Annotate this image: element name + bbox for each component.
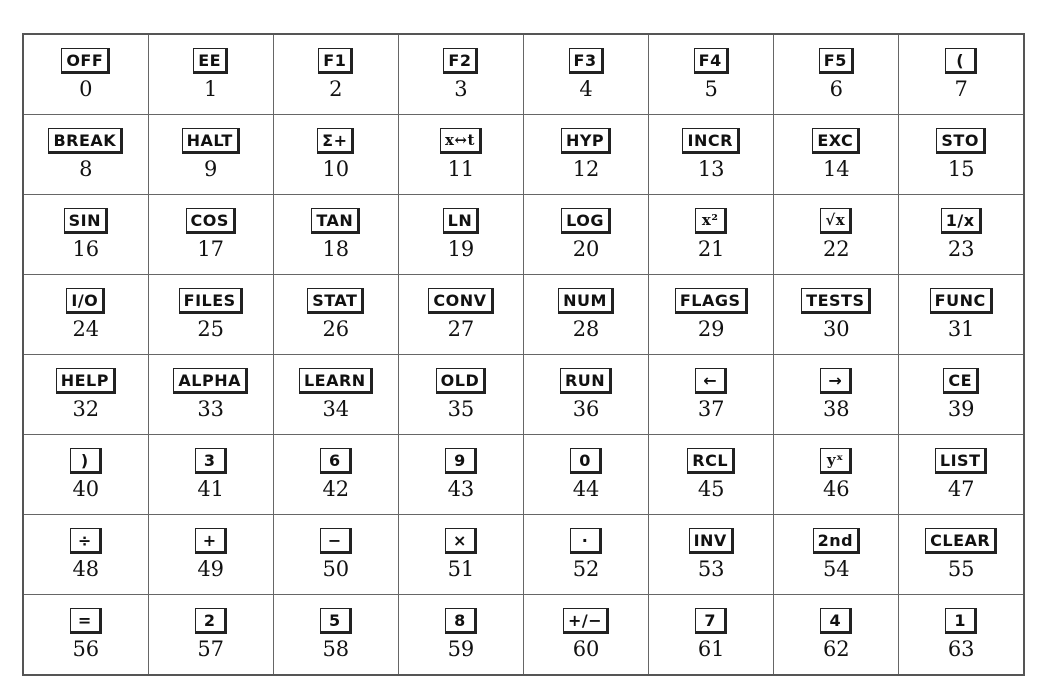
- key-code: 50: [322, 557, 350, 581]
- key-code: 62: [822, 637, 850, 661]
- key-cell: [273, 34, 398, 115]
- key-label: NUM: [558, 288, 614, 314]
- key-label: HALT: [182, 128, 240, 154]
- key-cell: [899, 355, 1024, 435]
- key-cell: [398, 195, 523, 275]
- key-cell-content: [774, 48, 898, 101]
- key-label: 9: [445, 448, 477, 474]
- key-cell: [398, 355, 523, 435]
- key-cell-content: [24, 128, 148, 181]
- key-cell-content: [399, 608, 523, 661]
- key-label: SIN: [64, 208, 108, 234]
- key-cell-content: [899, 528, 1023, 581]
- key-code: 47: [947, 477, 975, 501]
- key-cell: [649, 275, 774, 355]
- key-label: x↔t: [440, 128, 482, 154]
- key-cell: [774, 595, 899, 676]
- key-label: INV: [689, 528, 734, 554]
- key-label: LIST: [935, 448, 988, 474]
- key-cell-content: [649, 448, 773, 501]
- key-code: 63: [947, 637, 975, 661]
- key-label: RCL: [687, 448, 735, 474]
- key-cell-content: [524, 368, 648, 421]
- key-cell: [148, 195, 273, 275]
- key-cell-content: [149, 448, 273, 501]
- key-code: 13: [697, 157, 725, 181]
- key-cell-content: [899, 448, 1023, 501]
- key-cell: [398, 275, 523, 355]
- key-cell: [398, 595, 523, 676]
- key-code: 16: [72, 237, 100, 261]
- key-cell: [23, 355, 148, 435]
- key-code: 43: [447, 477, 475, 501]
- key-label: 0: [570, 448, 602, 474]
- key-label: yˣ: [820, 448, 852, 474]
- key-cell: [23, 595, 148, 676]
- key-cell: [899, 115, 1024, 195]
- key-label: RUN: [560, 368, 612, 394]
- key-cell-content: [149, 48, 273, 101]
- key-cell-content: [399, 368, 523, 421]
- key-code: 12: [572, 157, 600, 181]
- table-row: [23, 515, 1024, 595]
- key-cell: [23, 34, 148, 115]
- key-label: 3: [195, 448, 227, 474]
- key-label: TAN: [311, 208, 360, 234]
- key-code: 46: [822, 477, 850, 501]
- key-cell: [398, 115, 523, 195]
- key-cell: [273, 115, 398, 195]
- key-label: TESTS: [801, 288, 871, 314]
- key-code: 6: [829, 77, 843, 101]
- key-code: 55: [947, 557, 975, 581]
- key-label: BREAK: [48, 128, 123, 154]
- key-label: 4: [820, 608, 852, 634]
- key-label: LEARN: [299, 368, 373, 394]
- key-cell: [774, 355, 899, 435]
- key-cell: [148, 115, 273, 195]
- key-cell: [649, 195, 774, 275]
- key-code: 0: [79, 77, 93, 101]
- key-label: F2: [443, 48, 478, 74]
- key-code: 25: [197, 317, 225, 341]
- key-cell: [774, 275, 899, 355]
- key-label: 5: [320, 608, 352, 634]
- key-label: +: [195, 528, 227, 554]
- key-label: ·: [570, 528, 602, 554]
- key-cell-content: [149, 128, 273, 181]
- key-cell-content: [649, 48, 773, 101]
- key-code-table: [22, 33, 1025, 676]
- key-code: 1: [204, 77, 218, 101]
- key-label: −: [320, 528, 352, 554]
- key-cell: [649, 34, 774, 115]
- key-label: EXC: [812, 128, 860, 154]
- key-cell: [899, 195, 1024, 275]
- key-cell-content: [274, 48, 398, 101]
- key-cell-content: [149, 288, 273, 341]
- key-cell: [273, 515, 398, 595]
- key-code: 41: [197, 477, 225, 501]
- key-cell: [273, 355, 398, 435]
- key-cell-content: [524, 288, 648, 341]
- table-row: [23, 34, 1024, 115]
- key-cell: [524, 435, 649, 515]
- key-cell-content: [899, 128, 1023, 181]
- key-code: 56: [72, 637, 100, 661]
- key-label: →: [820, 368, 852, 394]
- key-cell: [524, 275, 649, 355]
- key-code: 8: [79, 157, 93, 181]
- key-cell-content: [899, 208, 1023, 261]
- key-cell: [148, 275, 273, 355]
- key-label: LN: [443, 208, 480, 234]
- key-code: 36: [572, 397, 600, 421]
- key-label: F1: [318, 48, 353, 74]
- key-code: 58: [322, 637, 350, 661]
- key-cell-content: [399, 288, 523, 341]
- key-cell: [148, 355, 273, 435]
- key-cell-content: [774, 448, 898, 501]
- key-cell-content: [274, 528, 398, 581]
- key-cell-content: [149, 608, 273, 661]
- key-cell-content: [524, 48, 648, 101]
- key-label: √x: [820, 208, 852, 234]
- key-cell-content: [24, 368, 148, 421]
- key-code: 54: [822, 557, 850, 581]
- key-cell: [148, 435, 273, 515]
- key-code: 5: [704, 77, 718, 101]
- key-cell-content: [399, 528, 523, 581]
- key-label: I/O: [66, 288, 105, 314]
- key-label: HYP: [561, 128, 611, 154]
- key-code: 35: [447, 397, 475, 421]
- key-code: 32: [72, 397, 100, 421]
- key-cell-content: [774, 608, 898, 661]
- key-code: 51: [447, 557, 475, 581]
- key-cell-content: [649, 608, 773, 661]
- key-cell: [273, 435, 398, 515]
- key-cell: [899, 515, 1024, 595]
- key-label: =: [70, 608, 102, 634]
- key-cell: [273, 595, 398, 676]
- key-cell: [524, 595, 649, 676]
- key-label: HELP: [56, 368, 116, 394]
- key-code: 14: [822, 157, 850, 181]
- key-code: 4: [579, 77, 593, 101]
- key-code: 26: [322, 317, 350, 341]
- key-cell-content: [524, 448, 648, 501]
- key-code: 38: [822, 397, 850, 421]
- key-cell-content: [399, 48, 523, 101]
- key-cell-content: [274, 208, 398, 261]
- key-cell: [148, 34, 273, 115]
- key-code: 19: [447, 237, 475, 261]
- key-cell: [774, 195, 899, 275]
- key-label: F3: [569, 48, 604, 74]
- key-cell-content: [524, 608, 648, 661]
- key-code: 20: [572, 237, 600, 261]
- key-cell: [148, 595, 273, 676]
- key-label: COS: [186, 208, 236, 234]
- key-code: 42: [322, 477, 350, 501]
- key-label: (: [945, 48, 977, 74]
- key-cell: [899, 275, 1024, 355]
- key-cell-content: [649, 208, 773, 261]
- key-code: 61: [697, 637, 725, 661]
- key-cell-content: [274, 368, 398, 421]
- key-label: CE: [943, 368, 979, 394]
- key-cell: [524, 195, 649, 275]
- key-cell-content: [649, 288, 773, 341]
- key-cell: [649, 435, 774, 515]
- key-cell-content: [774, 368, 898, 421]
- key-cell-content: [649, 368, 773, 421]
- key-cell: [524, 515, 649, 595]
- key-label: ←: [695, 368, 727, 394]
- key-cell-content: [24, 48, 148, 101]
- key-label: 1/x: [941, 208, 982, 234]
- key-code: 7: [954, 77, 968, 101]
- key-label: FLAGS: [675, 288, 748, 314]
- key-cell: [273, 275, 398, 355]
- key-code: 60: [572, 637, 600, 661]
- key-label: LOG: [561, 208, 611, 234]
- key-cell: [774, 115, 899, 195]
- key-cell: [148, 515, 273, 595]
- key-cell-content: [774, 288, 898, 341]
- key-cell: [649, 595, 774, 676]
- key-cell: [398, 515, 523, 595]
- table-row: [23, 195, 1024, 275]
- key-cell: [899, 595, 1024, 676]
- key-code: 15: [947, 157, 975, 181]
- key-code: 3: [454, 77, 468, 101]
- key-cell-content: [774, 528, 898, 581]
- key-code: 27: [447, 317, 475, 341]
- key-cell: [899, 435, 1024, 515]
- key-cell-content: [24, 288, 148, 341]
- key-label: 8: [445, 608, 477, 634]
- key-label: STO: [936, 128, 986, 154]
- key-code: 10: [322, 157, 350, 181]
- key-label: OFF: [61, 48, 110, 74]
- key-cell-content: [899, 368, 1023, 421]
- key-cell: [774, 34, 899, 115]
- key-label: ALPHA: [173, 368, 248, 394]
- key-cell-content: [399, 208, 523, 261]
- key-cell-content: [899, 608, 1023, 661]
- key-label: x²: [695, 208, 727, 234]
- key-cell-content: [524, 208, 648, 261]
- key-label: OLD: [436, 368, 487, 394]
- key-label: F4: [694, 48, 729, 74]
- key-cell: [524, 115, 649, 195]
- table-row: [23, 275, 1024, 355]
- key-label: CLEAR: [925, 528, 997, 554]
- key-code: 48: [72, 557, 100, 581]
- key-label: FUNC: [930, 288, 993, 314]
- key-label: 2nd: [813, 528, 860, 554]
- key-code: 34: [322, 397, 350, 421]
- key-label: +/−: [563, 608, 609, 634]
- key-code: 18: [322, 237, 350, 261]
- key-code: 2: [329, 77, 343, 101]
- key-code: 9: [204, 157, 218, 181]
- key-label: 6: [320, 448, 352, 474]
- key-cell: [649, 355, 774, 435]
- key-code: 11: [447, 157, 475, 181]
- key-cell: [23, 515, 148, 595]
- key-code: 24: [72, 317, 100, 341]
- key-code: 21: [697, 237, 725, 261]
- key-label: CONV: [428, 288, 493, 314]
- key-cell-content: [524, 128, 648, 181]
- key-cell-content: [774, 128, 898, 181]
- table-row: [23, 595, 1024, 676]
- key-label: ): [70, 448, 102, 474]
- key-label: ÷: [70, 528, 102, 554]
- key-label: INCR: [682, 128, 739, 154]
- key-cell: [774, 435, 899, 515]
- key-cell-content: [24, 608, 148, 661]
- key-code: 17: [197, 237, 225, 261]
- key-cell: [398, 34, 523, 115]
- key-code: 28: [572, 317, 600, 341]
- key-cell: [649, 115, 774, 195]
- key-cell: [23, 195, 148, 275]
- key-code: 22: [822, 237, 850, 261]
- key-cell-content: [399, 448, 523, 501]
- table-row: [23, 435, 1024, 515]
- key-cell: [524, 355, 649, 435]
- key-code: 23: [947, 237, 975, 261]
- key-cell: [899, 34, 1024, 115]
- key-cell: [23, 115, 148, 195]
- key-cell-content: [24, 528, 148, 581]
- key-code: 44: [572, 477, 600, 501]
- key-cell: [398, 435, 523, 515]
- key-cell: [524, 34, 649, 115]
- key-cell-content: [649, 528, 773, 581]
- key-cell-content: [149, 368, 273, 421]
- key-cell-content: [399, 128, 523, 181]
- key-cell-content: [149, 208, 273, 261]
- key-code: 33: [197, 397, 225, 421]
- table-row: [23, 115, 1024, 195]
- key-cell-content: [274, 608, 398, 661]
- key-label: 7: [695, 608, 727, 634]
- key-label: 2: [195, 608, 227, 634]
- key-code: 37: [697, 397, 725, 421]
- key-code: 39: [947, 397, 975, 421]
- key-cell: [23, 435, 148, 515]
- key-cell-content: [274, 128, 398, 181]
- key-label: FILES: [179, 288, 243, 314]
- key-cell-content: [524, 528, 648, 581]
- key-cell: [23, 275, 148, 355]
- key-code: 31: [947, 317, 975, 341]
- key-code-table-body: [23, 34, 1024, 675]
- key-cell-content: [899, 48, 1023, 101]
- key-label: EE: [193, 48, 228, 74]
- key-cell-content: [274, 288, 398, 341]
- key-code: 57: [197, 637, 225, 661]
- key-code: 49: [197, 557, 225, 581]
- key-label: STAT: [307, 288, 364, 314]
- key-label: F5: [819, 48, 854, 74]
- key-cell-content: [774, 208, 898, 261]
- key-code: 59: [447, 637, 475, 661]
- key-label: 1: [945, 608, 977, 634]
- key-cell-content: [899, 288, 1023, 341]
- key-cell: [774, 515, 899, 595]
- key-cell-content: [649, 128, 773, 181]
- key-label: ×: [445, 528, 477, 554]
- key-cell-content: [24, 448, 148, 501]
- key-cell-content: [24, 208, 148, 261]
- key-code: 30: [822, 317, 850, 341]
- key-code: 40: [72, 477, 100, 501]
- key-cell-content: [274, 448, 398, 501]
- table-row: [23, 355, 1024, 435]
- key-cell-content: [149, 528, 273, 581]
- key-label: Σ+: [317, 128, 354, 154]
- key-code: 45: [697, 477, 725, 501]
- key-cell: [649, 515, 774, 595]
- key-code: 29: [697, 317, 725, 341]
- key-cell: [273, 195, 398, 275]
- key-code: 53: [697, 557, 725, 581]
- key-code: 52: [572, 557, 600, 581]
